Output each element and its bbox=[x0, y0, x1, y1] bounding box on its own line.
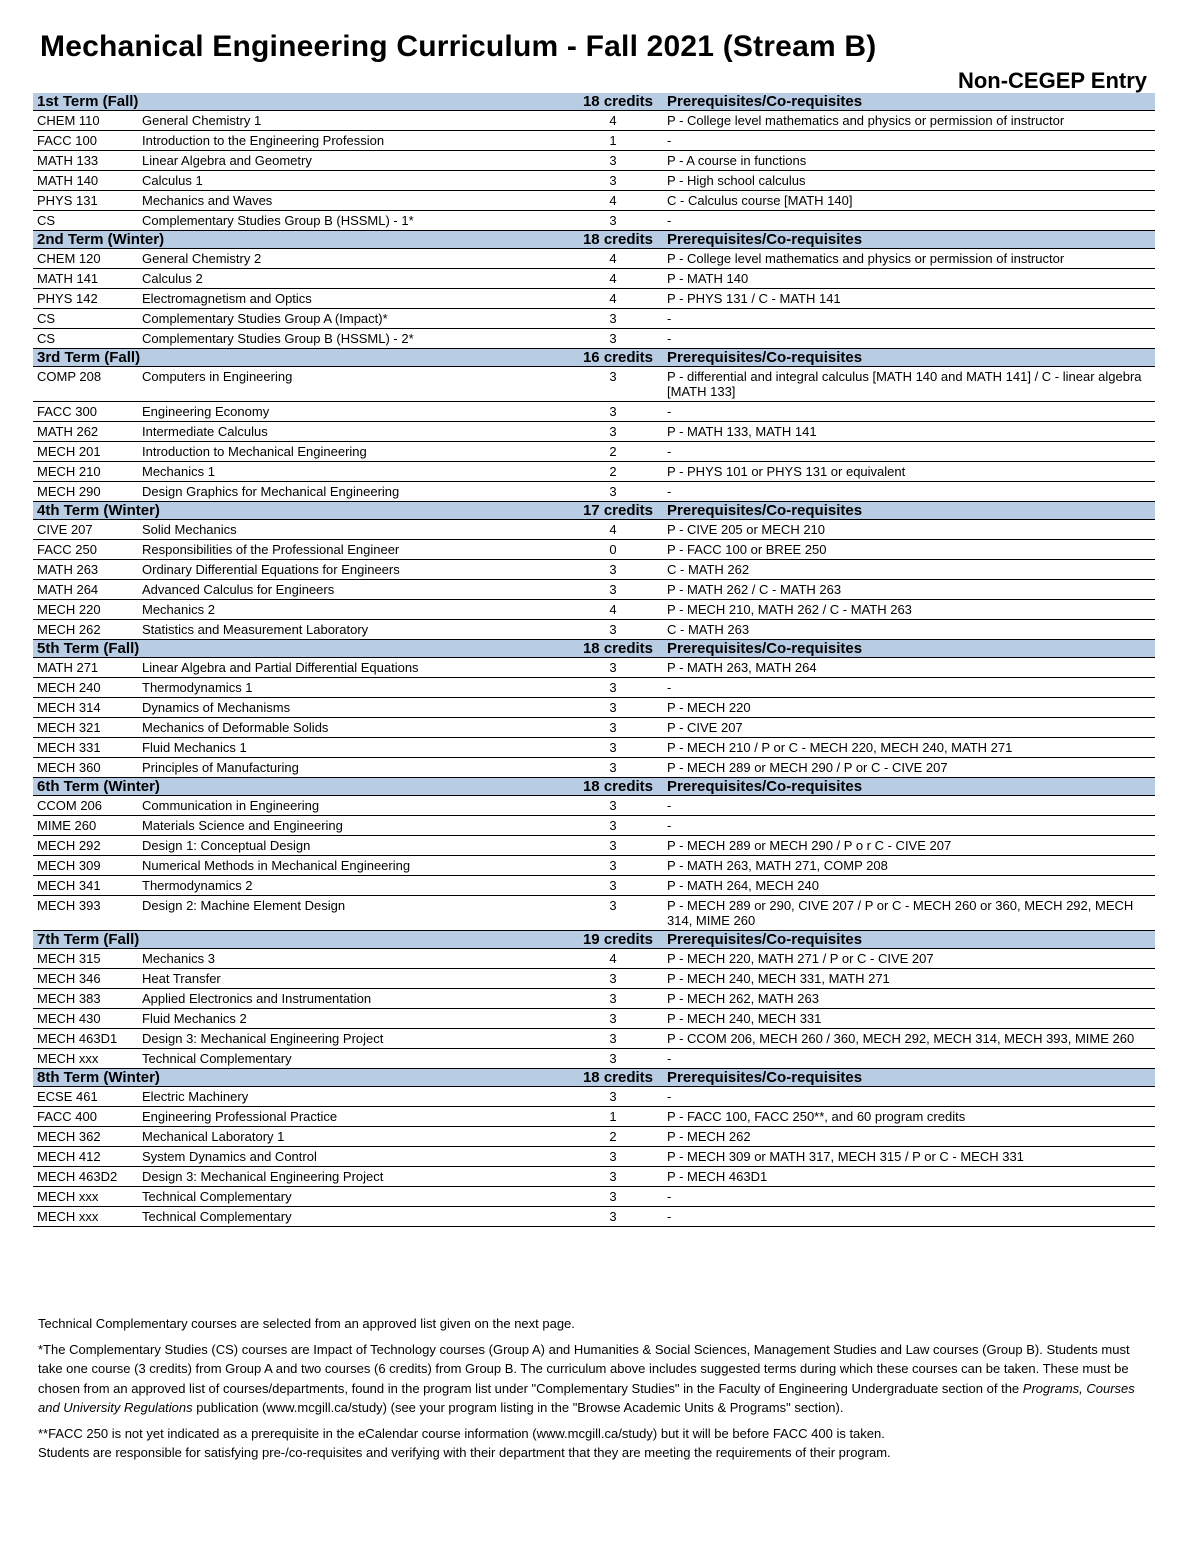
prereq-header: Prerequisites/Co-requisites bbox=[663, 931, 1155, 949]
course-row bbox=[33, 678, 1155, 698]
course-code: MATH 264 bbox=[33, 580, 138, 600]
course-title: System Dynamics and Control bbox=[138, 1147, 563, 1167]
course-credits: 2 bbox=[563, 462, 663, 482]
course-title: Engineering Professional Practice bbox=[138, 1107, 563, 1127]
term-header-row bbox=[33, 93, 1155, 111]
course-row bbox=[33, 856, 1155, 876]
course-row bbox=[33, 949, 1155, 969]
course-title: Mechanics 2 bbox=[138, 600, 563, 620]
course-prereq: P - MECH 309 or MATH 317, MECH 315 / P or C - MECH 331 bbox=[663, 1147, 1155, 1167]
course-code: PHYS 131 bbox=[33, 191, 138, 211]
course-credits: 3 bbox=[563, 816, 663, 836]
course-credits: 4 bbox=[563, 111, 663, 131]
course-code: MECH 463D1 bbox=[33, 1029, 138, 1049]
course-code: MATH 262 bbox=[33, 422, 138, 442]
course-code: MECH 346 bbox=[33, 969, 138, 989]
course-code: MECH 240 bbox=[33, 678, 138, 698]
course-credits: 3 bbox=[563, 896, 663, 931]
prereq-header: Prerequisites/Co-requisites bbox=[663, 778, 1155, 796]
course-credits: 3 bbox=[563, 989, 663, 1009]
course-row bbox=[33, 462, 1155, 482]
course-code: MECH xxx bbox=[33, 1049, 138, 1069]
course-title: Complementary Studies Group B (HSSML) - 2* bbox=[138, 329, 563, 349]
course-code: MECH 220 bbox=[33, 600, 138, 620]
facc-250-note: **FACC 250 is not yet indicated as a prerequisite in the eCalendar course information (www.mcgill.ca/study) but it will be before FACC 400 is taken. bbox=[38, 1425, 885, 1441]
course-prereq: P - MATH 264, MECH 240 bbox=[663, 876, 1155, 896]
course-credits: 2 bbox=[563, 442, 663, 462]
course-code: CS bbox=[33, 309, 138, 329]
course-row bbox=[33, 1087, 1155, 1107]
course-title: Electric Machinery bbox=[138, 1087, 563, 1107]
course-title: Design 3: Mechanical Engineering Project bbox=[138, 1167, 563, 1187]
term-header-row bbox=[33, 502, 1155, 520]
course-prereq: P - MATH 263, MATH 271, COMP 208 bbox=[663, 856, 1155, 876]
course-credits: 3 bbox=[563, 482, 663, 502]
course-credits: 3 bbox=[563, 876, 663, 896]
term-credits: 18 credits bbox=[563, 1069, 663, 1087]
course-code: MECH 412 bbox=[33, 1147, 138, 1167]
course-code: MECH 341 bbox=[33, 876, 138, 896]
term-header-row bbox=[33, 349, 1155, 367]
course-title: Advanced Calculus for Engineers bbox=[138, 580, 563, 600]
term-name: 6th Term (Winter) bbox=[33, 778, 563, 796]
course-prereq: P - MATH 263, MATH 264 bbox=[663, 658, 1155, 678]
term-credits: 18 credits bbox=[563, 778, 663, 796]
course-code: MECH 262 bbox=[33, 620, 138, 640]
course-title: Technical Complementary bbox=[138, 1049, 563, 1069]
course-credits: 3 bbox=[563, 969, 663, 989]
course-code: MECH 393 bbox=[33, 896, 138, 931]
course-row bbox=[33, 171, 1155, 191]
course-title: Thermodynamics 2 bbox=[138, 876, 563, 896]
course-credits: 3 bbox=[563, 1147, 663, 1167]
prereq-header: Prerequisites/Co-requisites bbox=[663, 349, 1155, 367]
course-code: MECH 309 bbox=[33, 856, 138, 876]
course-prereq: P - MATH 262 / C - MATH 263 bbox=[663, 580, 1155, 600]
course-prereq: P - MECH 240, MECH 331 bbox=[663, 1009, 1155, 1029]
term-name: 7th Term (Fall) bbox=[33, 931, 563, 949]
course-code: MECH 321 bbox=[33, 718, 138, 738]
course-row bbox=[33, 1107, 1155, 1127]
course-code: MECH 331 bbox=[33, 738, 138, 758]
course-title: Materials Science and Engineering bbox=[138, 816, 563, 836]
course-code: MECH 315 bbox=[33, 949, 138, 969]
course-prereq: P - MECH 262 bbox=[663, 1127, 1155, 1147]
course-credits: 3 bbox=[563, 738, 663, 758]
course-row bbox=[33, 816, 1155, 836]
course-prereq: P - College level mathematics and physics or permission of instructor bbox=[663, 111, 1155, 131]
course-row bbox=[33, 1207, 1155, 1227]
course-credits: 3 bbox=[563, 1029, 663, 1049]
course-credits: 3 bbox=[563, 422, 663, 442]
course-credits: 1 bbox=[563, 131, 663, 151]
course-credits: 0 bbox=[563, 540, 663, 560]
course-credits: 3 bbox=[563, 678, 663, 698]
course-prereq: P - A course in functions bbox=[663, 151, 1155, 171]
course-credits: 3 bbox=[563, 1187, 663, 1207]
course-credits: 2 bbox=[563, 1127, 663, 1147]
course-credits: 3 bbox=[563, 758, 663, 778]
term-name: 1st Term (Fall) bbox=[33, 93, 563, 111]
course-row bbox=[33, 600, 1155, 620]
term-name: 8th Term (Winter) bbox=[33, 1069, 563, 1087]
course-credits: 3 bbox=[563, 171, 663, 191]
course-row bbox=[33, 1009, 1155, 1029]
course-prereq: P - PHYS 101 or PHYS 131 or equivalent bbox=[663, 462, 1155, 482]
prereq-header: Prerequisites/Co-requisites bbox=[663, 640, 1155, 658]
course-title: Linear Algebra and Geometry bbox=[138, 151, 563, 171]
course-credits: 4 bbox=[563, 269, 663, 289]
course-row bbox=[33, 1029, 1155, 1049]
course-title: Design 2: Machine Element Design bbox=[138, 896, 563, 931]
course-prereq: P - MECH 220, MATH 271 / P or C - CIVE 207 bbox=[663, 949, 1155, 969]
course-credits: 4 bbox=[563, 600, 663, 620]
cs-note-part2: publication (www.mcgill.ca/study) (see your program listing in the "Browse Academic Units & Programs" section). bbox=[196, 1400, 844, 1415]
course-prereq: - bbox=[663, 1049, 1155, 1069]
course-row bbox=[33, 442, 1155, 462]
course-row bbox=[33, 329, 1155, 349]
course-title: Design 3: Mechanical Engineering Project bbox=[138, 1029, 563, 1049]
course-row bbox=[33, 896, 1155, 931]
course-title: Mechanics of Deformable Solids bbox=[138, 718, 563, 738]
prereq-header: Prerequisites/Co-requisites bbox=[663, 502, 1155, 520]
course-row bbox=[33, 718, 1155, 738]
course-title: Mechanics and Waves bbox=[138, 191, 563, 211]
course-code: CS bbox=[33, 211, 138, 231]
course-row bbox=[33, 1147, 1155, 1167]
course-code: MATH 133 bbox=[33, 151, 138, 171]
course-title: Applied Electronics and Instrumentation bbox=[138, 989, 563, 1009]
course-title: Dynamics of Mechanisms bbox=[138, 698, 563, 718]
course-row bbox=[33, 560, 1155, 580]
course-title: General Chemistry 2 bbox=[138, 249, 563, 269]
course-title: Mechanical Laboratory 1 bbox=[138, 1127, 563, 1147]
course-prereq: P - differential and integral calculus [MATH 140 and MATH 141] / C - linear algebra [MATH 133] bbox=[663, 367, 1155, 402]
course-row bbox=[33, 1127, 1155, 1147]
course-row bbox=[33, 580, 1155, 600]
course-code: MECH 383 bbox=[33, 989, 138, 1009]
course-prereq: - bbox=[663, 678, 1155, 698]
publication-title: Programs, Courses and University Regulations bbox=[38, 1380, 1135, 1415]
curriculum-table bbox=[33, 93, 1155, 1227]
prereq-header: Prerequisites/Co-requisites bbox=[663, 93, 1155, 111]
course-row bbox=[33, 131, 1155, 151]
course-code: MATH 141 bbox=[33, 269, 138, 289]
course-prereq: P - MATH 133, MATH 141 bbox=[663, 422, 1155, 442]
complementary-studies-note bbox=[38, 1340, 1143, 1418]
course-prereq: - bbox=[663, 796, 1155, 816]
course-title: Principles of Manufacturing bbox=[138, 758, 563, 778]
course-row bbox=[33, 758, 1155, 778]
course-row bbox=[33, 191, 1155, 211]
course-row bbox=[33, 1167, 1155, 1187]
course-row bbox=[33, 367, 1155, 402]
term-name: 5th Term (Fall) bbox=[33, 640, 563, 658]
course-row bbox=[33, 836, 1155, 856]
term-name: 4th Term (Winter) bbox=[33, 502, 563, 520]
course-title: Mechanics 3 bbox=[138, 949, 563, 969]
course-row bbox=[33, 796, 1155, 816]
course-prereq: C - MATH 262 bbox=[663, 560, 1155, 580]
course-credits: 3 bbox=[563, 718, 663, 738]
term-credits: 19 credits bbox=[563, 931, 663, 949]
term-header-row bbox=[33, 640, 1155, 658]
course-row bbox=[33, 402, 1155, 422]
course-title: Technical Complementary bbox=[138, 1187, 563, 1207]
course-prereq: P - College level mathematics and physics or permission of instructor bbox=[663, 249, 1155, 269]
course-title: Responsibilities of the Professional Engineer bbox=[138, 540, 563, 560]
course-prereq: - bbox=[663, 402, 1155, 422]
course-prereq: P - MECH 210, MATH 262 / C - MATH 263 bbox=[663, 600, 1155, 620]
course-prereq: P - FACC 100, FACC 250**, and 60 program credits bbox=[663, 1107, 1155, 1127]
course-code: FACC 250 bbox=[33, 540, 138, 560]
course-title: Intermediate Calculus bbox=[138, 422, 563, 442]
course-prereq: P - High school calculus bbox=[663, 171, 1155, 191]
course-title: Engineering Economy bbox=[138, 402, 563, 422]
course-credits: 3 bbox=[563, 1049, 663, 1069]
course-prereq: P - CCOM 206, MECH 260 / 360, MECH 292, MECH 314, MECH 393, MIME 260 bbox=[663, 1029, 1155, 1049]
term-credits: 18 credits bbox=[563, 231, 663, 249]
course-prereq: P - MECH 289 or MECH 290 / P o r C - CIVE 207 bbox=[663, 836, 1155, 856]
course-code: MATH 263 bbox=[33, 560, 138, 580]
course-code: CHEM 110 bbox=[33, 111, 138, 131]
course-title: Fluid Mechanics 1 bbox=[138, 738, 563, 758]
term-credits: 18 credits bbox=[563, 640, 663, 658]
course-prereq: P - MECH 210 / P or C - MECH 220, MECH 240, MATH 271 bbox=[663, 738, 1155, 758]
course-code: MATH 271 bbox=[33, 658, 138, 678]
course-credits: 3 bbox=[563, 402, 663, 422]
term-header-row bbox=[33, 231, 1155, 249]
term-header-row bbox=[33, 1069, 1155, 1087]
course-title: Technical Complementary bbox=[138, 1207, 563, 1227]
course-prereq: - bbox=[663, 1087, 1155, 1107]
course-code: MECH 360 bbox=[33, 758, 138, 778]
course-credits: 3 bbox=[563, 1207, 663, 1227]
course-row bbox=[33, 1049, 1155, 1069]
course-row bbox=[33, 520, 1155, 540]
course-code: MECH 292 bbox=[33, 836, 138, 856]
course-row bbox=[33, 309, 1155, 329]
course-credits: 3 bbox=[563, 211, 663, 231]
course-title: Introduction to the Engineering Profession bbox=[138, 131, 563, 151]
course-title: Calculus 2 bbox=[138, 269, 563, 289]
course-row bbox=[33, 211, 1155, 231]
course-title: Heat Transfer bbox=[138, 969, 563, 989]
course-code: MECH 362 bbox=[33, 1127, 138, 1147]
course-credits: 4 bbox=[563, 289, 663, 309]
course-title: Design Graphics for Mechanical Engineering bbox=[138, 482, 563, 502]
course-code: FACC 300 bbox=[33, 402, 138, 422]
course-title: Complementary Studies Group A (Impact)* bbox=[138, 309, 563, 329]
course-prereq: P - CIVE 205 or MECH 210 bbox=[663, 520, 1155, 540]
course-prereq: P - MECH 262, MATH 263 bbox=[663, 989, 1155, 1009]
course-credits: 3 bbox=[563, 1087, 663, 1107]
course-row bbox=[33, 1187, 1155, 1207]
course-row bbox=[33, 151, 1155, 171]
course-title: Design 1: Conceptual Design bbox=[138, 836, 563, 856]
course-title: Calculus 1 bbox=[138, 171, 563, 191]
course-prereq: C - Calculus course [MATH 140] bbox=[663, 191, 1155, 211]
course-prereq: - bbox=[663, 1187, 1155, 1207]
course-title: Fluid Mechanics 2 bbox=[138, 1009, 563, 1029]
cs-note-part1: *The Complementary Studies (CS) courses are Impact of Technology courses (Group A) and Humanities & Social Sciences, Management Studies and Law courses (Group B). Students must take one course (3 credits) from Group A and two courses (6 credits) from Group B. The curriculum above includes suggested terms during which these courses can be taken. These must be chosen from an approved list of courses/departments, found in the program list under "Complementary Studies" in the Faculty of Engineering Undergraduate section of the bbox=[38, 1341, 1130, 1396]
entry-subtitle: Non-CEGEP Entry bbox=[957, 68, 1147, 93]
course-credits: 4 bbox=[563, 520, 663, 540]
course-credits: 1 bbox=[563, 1107, 663, 1127]
course-credits: 4 bbox=[563, 249, 663, 269]
course-prereq: - bbox=[663, 816, 1155, 836]
footnotes bbox=[38, 1314, 1143, 1469]
course-credits: 3 bbox=[563, 580, 663, 600]
course-credits: 3 bbox=[563, 329, 663, 349]
course-code: PHYS 142 bbox=[33, 289, 138, 309]
course-code: MECH 314 bbox=[33, 698, 138, 718]
course-code: CIVE 207 bbox=[33, 520, 138, 540]
responsibility-note: Students are responsible for satisfying pre-/co-requisites and verifying with their department that they are meeting the requirements of their program. bbox=[38, 1445, 891, 1460]
course-credits: 4 bbox=[563, 949, 663, 969]
course-title: Numerical Methods in Mechanical Engineering bbox=[138, 856, 563, 876]
course-credits: 3 bbox=[563, 309, 663, 329]
course-row bbox=[33, 738, 1155, 758]
course-credits: 3 bbox=[563, 1009, 663, 1029]
course-row bbox=[33, 969, 1155, 989]
course-prereq: P - FACC 100 or BREE 250 bbox=[663, 540, 1155, 560]
course-prereq: - bbox=[663, 1207, 1155, 1227]
course-row bbox=[33, 698, 1155, 718]
course-credits: 3 bbox=[563, 560, 663, 580]
course-title: Thermodynamics 1 bbox=[138, 678, 563, 698]
course-code: MECH xxx bbox=[33, 1207, 138, 1227]
course-credits: 3 bbox=[563, 367, 663, 402]
course-row bbox=[33, 289, 1155, 309]
course-prereq: P - MECH 463D1 bbox=[663, 1167, 1155, 1187]
course-credits: 3 bbox=[563, 856, 663, 876]
course-title: Communication in Engineering bbox=[138, 796, 563, 816]
course-prereq: - bbox=[663, 329, 1155, 349]
course-code: MECH 210 bbox=[33, 462, 138, 482]
course-credits: 3 bbox=[563, 620, 663, 640]
course-code: FACC 100 bbox=[33, 131, 138, 151]
course-code: MECH 430 bbox=[33, 1009, 138, 1029]
course-prereq: - bbox=[663, 131, 1155, 151]
course-row bbox=[33, 540, 1155, 560]
term-credits: 16 credits bbox=[563, 349, 663, 367]
course-code: CHEM 120 bbox=[33, 249, 138, 269]
course-title: Mechanics 1 bbox=[138, 462, 563, 482]
course-title: Linear Algebra and Partial Differential Equations bbox=[138, 658, 563, 678]
course-title: Electromagnetism and Optics bbox=[138, 289, 563, 309]
term-header-row bbox=[33, 778, 1155, 796]
course-title: Statistics and Measurement Laboratory bbox=[138, 620, 563, 640]
term-name: 3rd Term (Fall) bbox=[33, 349, 563, 367]
course-prereq: P - MECH 220 bbox=[663, 698, 1155, 718]
course-code: MECH 290 bbox=[33, 482, 138, 502]
course-code: MIME 260 bbox=[33, 816, 138, 836]
course-prereq: P - MATH 140 bbox=[663, 269, 1155, 289]
technical-complementary-note: Technical Complementary courses are selected from an approved list given on the next page. bbox=[38, 1316, 575, 1331]
course-code: FACC 400 bbox=[33, 1107, 138, 1127]
term-header-row bbox=[33, 931, 1155, 949]
page-title: Mechanical Engineering Curriculum - Fall 2021 (Stream B) bbox=[40, 30, 877, 63]
course-title: Computers in Engineering bbox=[138, 367, 563, 402]
course-row bbox=[33, 989, 1155, 1009]
course-code: ECSE 461 bbox=[33, 1087, 138, 1107]
course-row bbox=[33, 111, 1155, 131]
course-title: General Chemistry 1 bbox=[138, 111, 563, 131]
term-name: 2nd Term (Winter) bbox=[33, 231, 563, 249]
course-prereq: - bbox=[663, 482, 1155, 502]
course-code: CS bbox=[33, 329, 138, 349]
course-code: MECH 463D2 bbox=[33, 1167, 138, 1187]
course-credits: 3 bbox=[563, 698, 663, 718]
course-row bbox=[33, 876, 1155, 896]
course-prereq: P - CIVE 207 bbox=[663, 718, 1155, 738]
course-title: Introduction to Mechanical Engineering bbox=[138, 442, 563, 462]
course-prereq: - bbox=[663, 309, 1155, 329]
course-row bbox=[33, 620, 1155, 640]
term-credits: 18 credits bbox=[563, 93, 663, 111]
course-credits: 3 bbox=[563, 151, 663, 171]
course-prereq: P - MECH 289 or 290, CIVE 207 / P or C - MECH 260 or 360, MECH 292, MECH 314, MIME 260 bbox=[663, 896, 1155, 931]
course-prereq: P - PHYS 131 / C - MATH 141 bbox=[663, 289, 1155, 309]
course-title: Complementary Studies Group B (HSSML) - 1* bbox=[138, 211, 563, 231]
course-title: Solid Mechanics bbox=[138, 520, 563, 540]
course-row bbox=[33, 658, 1155, 678]
course-code: MECH 201 bbox=[33, 442, 138, 462]
course-row bbox=[33, 482, 1155, 502]
course-prereq: - bbox=[663, 442, 1155, 462]
course-code: MATH 140 bbox=[33, 171, 138, 191]
course-code: MECH xxx bbox=[33, 1187, 138, 1207]
course-code: CCOM 206 bbox=[33, 796, 138, 816]
prereq-header: Prerequisites/Co-requisites bbox=[663, 1069, 1155, 1087]
course-row bbox=[33, 422, 1155, 442]
prereq-header: Prerequisites/Co-requisites bbox=[663, 231, 1155, 249]
course-title: Ordinary Differential Equations for Engineers bbox=[138, 560, 563, 580]
course-code: COMP 208 bbox=[33, 367, 138, 402]
course-prereq: - bbox=[663, 211, 1155, 231]
course-credits: 4 bbox=[563, 191, 663, 211]
course-credits: 3 bbox=[563, 1167, 663, 1187]
term-credits: 17 credits bbox=[563, 502, 663, 520]
course-credits: 3 bbox=[563, 796, 663, 816]
course-credits: 3 bbox=[563, 658, 663, 678]
course-prereq: P - MECH 289 or MECH 290 / P or C - CIVE 207 bbox=[663, 758, 1155, 778]
course-row bbox=[33, 269, 1155, 289]
course-credits: 3 bbox=[563, 836, 663, 856]
course-prereq: P - MECH 240, MECH 331, MATH 271 bbox=[663, 969, 1155, 989]
course-prereq: C - MATH 263 bbox=[663, 620, 1155, 640]
course-row bbox=[33, 249, 1155, 269]
